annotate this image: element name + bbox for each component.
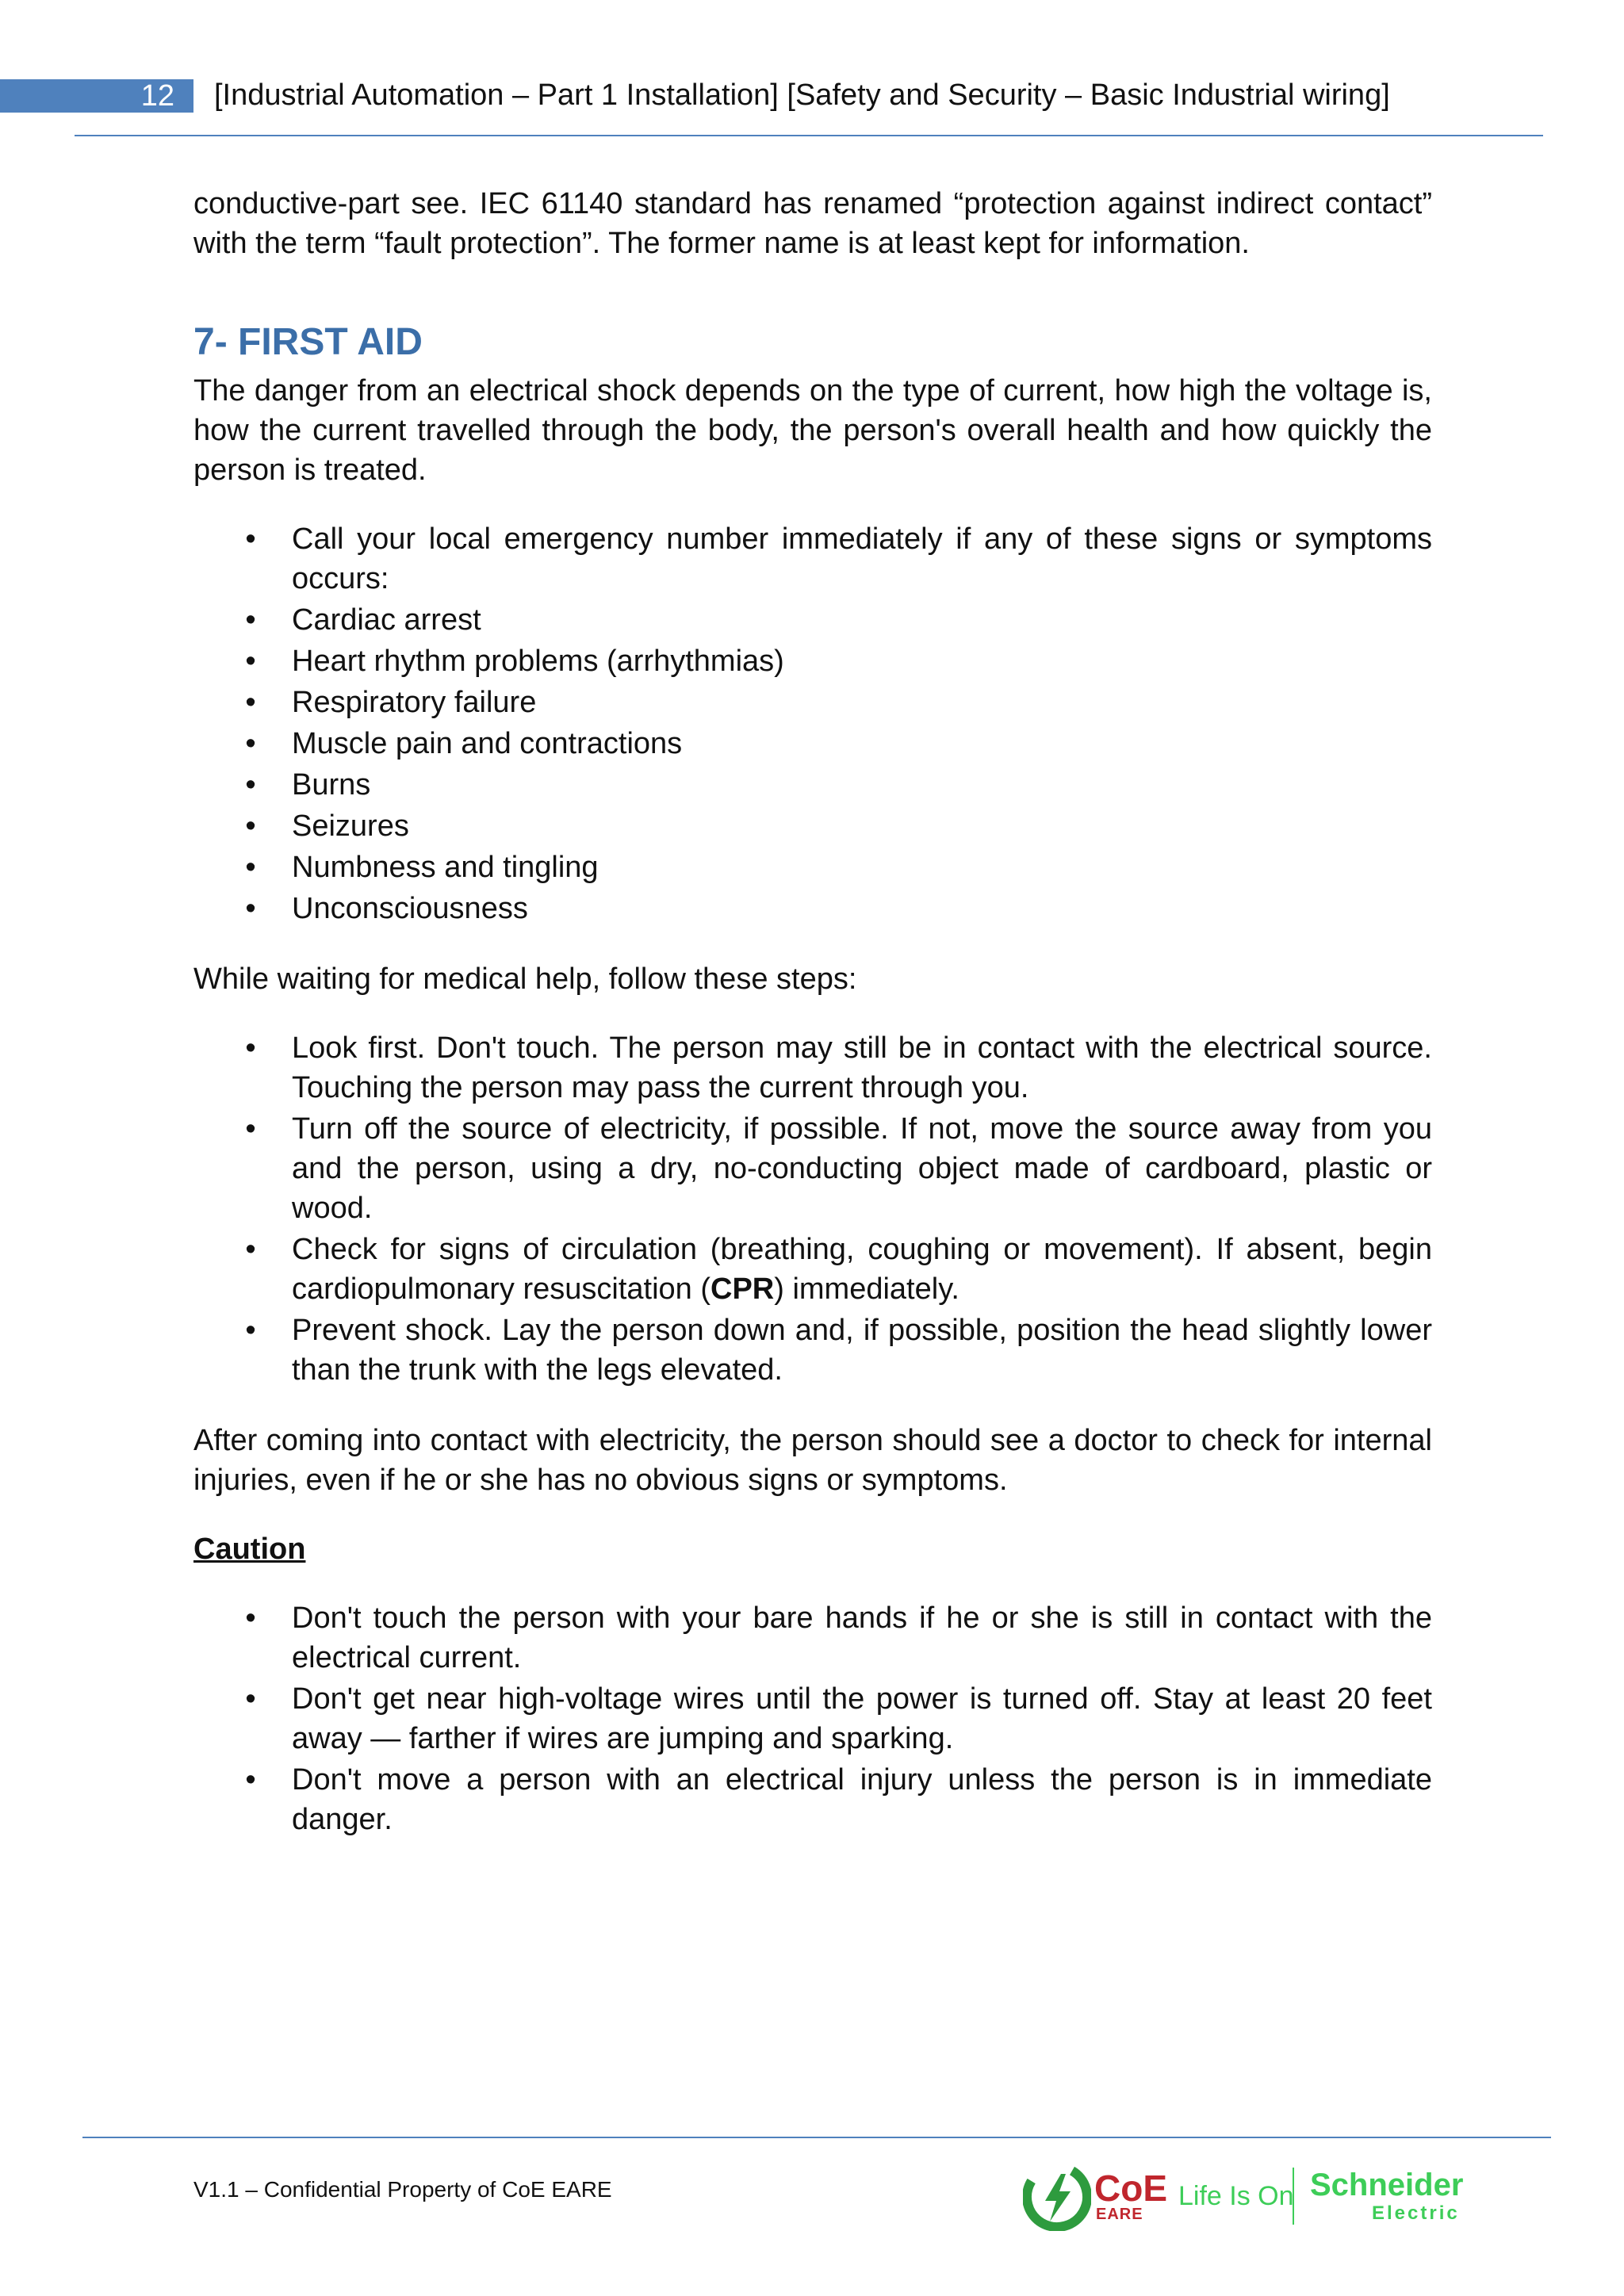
list-item: • Muscle pain and contractions: [193, 724, 1432, 763]
bullet-icon: •: [245, 1233, 256, 1266]
bullet-icon: •: [245, 851, 256, 884]
list-item: • Respiratory failure: [193, 683, 1432, 722]
list-item: • Burns: [193, 765, 1432, 805]
list-item: • Cardiac arrest: [193, 600, 1432, 640]
list-item: • Look first. Don't touch. The person may still be in contact with the electrical source. Touching the person may pass the current through you.: [193, 1028, 1432, 1108]
bullet-icon: •: [245, 768, 256, 802]
first-aid-paragraph: The danger from an electrical shock depends on the type of current, how high the voltage is, how the current travelled through the body, the person's overall health and how quickly the person is treated.: [193, 374, 1432, 487]
list-item: • Don't get near high-voltage wires until the power is turned off. Stay at least 20 feet away — farther if wires are jumping and sparking.: [193, 1679, 1432, 1758]
coe-logo-text: CoE: [1094, 2168, 1167, 2209]
cpr-term: CPR: [710, 1272, 775, 1306]
electric-logo-text: Electric: [1372, 2202, 1460, 2224]
list-item: • Numbness and tingling: [193, 848, 1432, 887]
bullet-icon: •: [245, 603, 256, 637]
section-heading-first-aid: 7- FIRST AID: [193, 321, 423, 363]
logo-divider: [1293, 2168, 1294, 2225]
footer-divider: [82, 2137, 1551, 2138]
bullet-icon: •: [245, 645, 256, 678]
bullet-icon: •: [245, 1112, 256, 1146]
footer-logos: [1023, 2156, 1467, 2236]
intro-paragraph: conductive-part see. IEC 61140 standard has renamed “protection against indirect contact” with the term “fault protection”. The former name is at least kept for information.: [193, 187, 1432, 260]
symptoms-list: [193, 519, 1432, 928]
bullet-icon: •: [245, 892, 256, 925]
life-is-on-tagline: Life Is On: [1178, 2181, 1294, 2211]
list-item: • Seizures: [193, 806, 1432, 846]
schneider-logo-text: Schneider: [1310, 2168, 1464, 2202]
footer-confidential-note: V1.1 – Confidential Property of CoE EARE: [193, 2177, 612, 2202]
list-item: • Check for signs of circulation (breathing, coughing or movement). If absent, begin cardiopulmonary resuscitation (CPR) immediately.: [193, 1230, 1432, 1309]
list-item: • Call your local emergency number immediately if any of these signs or symptoms occurs:: [193, 519, 1432, 599]
bullet-icon: •: [245, 727, 256, 760]
list-item: • Heart rhythm problems (arrhythmias): [193, 641, 1432, 681]
list-item: • Don't touch the person with your bare hands if he or she is still in contact with the electrical current.: [193, 1598, 1432, 1678]
page-content: [193, 184, 1432, 1841]
bullet-icon: •: [245, 1601, 256, 1635]
bullet-icon: •: [245, 522, 256, 556]
bullet-icon: •: [245, 809, 256, 843]
bullet-icon: •: [245, 1031, 256, 1065]
coe-logo-icon: [1023, 2163, 1091, 2231]
running-header-title: [Industrial Automation – Part 1 Installation] [Safety and Security – Basic Industrial wiring]: [214, 78, 1390, 112]
caution-heading: Caution: [193, 1533, 306, 1566]
steps-intro: While waiting for medical help, follow these steps:: [193, 962, 857, 996]
after-contact-paragraph: After coming into contact with electricity, the person should see a doctor to check for internal injuries, even if he or she has no obvious signs or symptoms.: [193, 1424, 1432, 1497]
caution-list: [193, 1598, 1432, 1839]
list-item: • Turn off the source of electricity, if possible. If not, move the source away from you and the person, using a dry, no-conducting object made of cardboard, plastic or wood.: [193, 1109, 1432, 1228]
list-item: • Don't move a person with an electrical injury unless the person is in immediate danger.: [193, 1760, 1432, 1839]
coe-logo-subtext: EARE: [1096, 2206, 1143, 2223]
bullet-icon: •: [245, 1682, 256, 1716]
page-number: 12: [0, 79, 193, 113]
bullet-icon: •: [245, 1314, 256, 1347]
list-item: • Unconsciousness: [193, 889, 1432, 928]
bullet-icon: •: [245, 1763, 256, 1797]
list-item: • Prevent shock. Lay the person down and, if possible, position the head slightly lower than the trunk with the legs elevated.: [193, 1311, 1432, 1390]
steps-list: [193, 1028, 1432, 1390]
bullet-icon: •: [245, 686, 256, 719]
header-divider: [75, 135, 1543, 136]
